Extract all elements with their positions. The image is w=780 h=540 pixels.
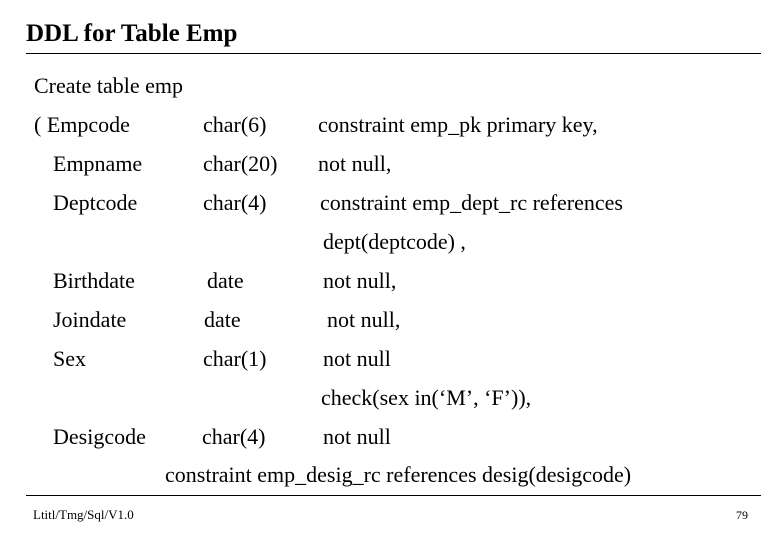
create-table-line: Create table emp [34,73,184,98]
column-type-deptcode: char(4) [203,190,267,215]
closing-constraint-line: constraint emp_desig_rc references desig(desigcode) [165,462,632,487]
column-type-birthdate: date [207,268,244,293]
column-name-deptcode: Deptcode [53,190,138,215]
column-type-desigcode: char(4) [202,424,266,449]
column-name-desigcode: Desigcode [53,424,146,449]
column-name-birthdate: Birthdate [53,268,135,293]
column-name-sex: Sex [53,346,86,371]
column-constraint-deptcode: constraint emp_dept_rc references [320,190,623,215]
column-name-empcode: ( Empcode [34,112,130,137]
slide-title: DDL for Table Emp [26,20,238,47]
column-constraint-birthdate: not null, [323,268,397,293]
page-number: 79 [736,508,748,522]
footer-divider [26,495,761,496]
column-type-empname: char(20) [203,151,278,176]
column-constraint-deptcode-continuation: dept(deptcode) , [323,229,466,254]
column-constraint-sex-continuation: check(sex in(‘M’, ‘F’)), [321,385,532,410]
title-divider [26,53,761,54]
column-constraint-sex: not null [323,346,391,371]
column-constraint-joindate: not null, [327,307,401,332]
footer-course-code: Ltitl/Tmg/Sql/V1.0 [33,507,134,522]
column-constraint-desigcode: not null [323,424,391,449]
column-name-empname: Empname [53,151,143,176]
column-constraint-empcode: constraint emp_pk primary key, [318,112,598,137]
column-type-joindate: date [204,307,241,332]
column-type-empcode: char(6) [203,112,267,137]
column-name-joindate: Joindate [53,307,127,332]
column-constraint-empname: not null, [318,151,392,176]
column-type-sex: char(1) [203,346,267,371]
